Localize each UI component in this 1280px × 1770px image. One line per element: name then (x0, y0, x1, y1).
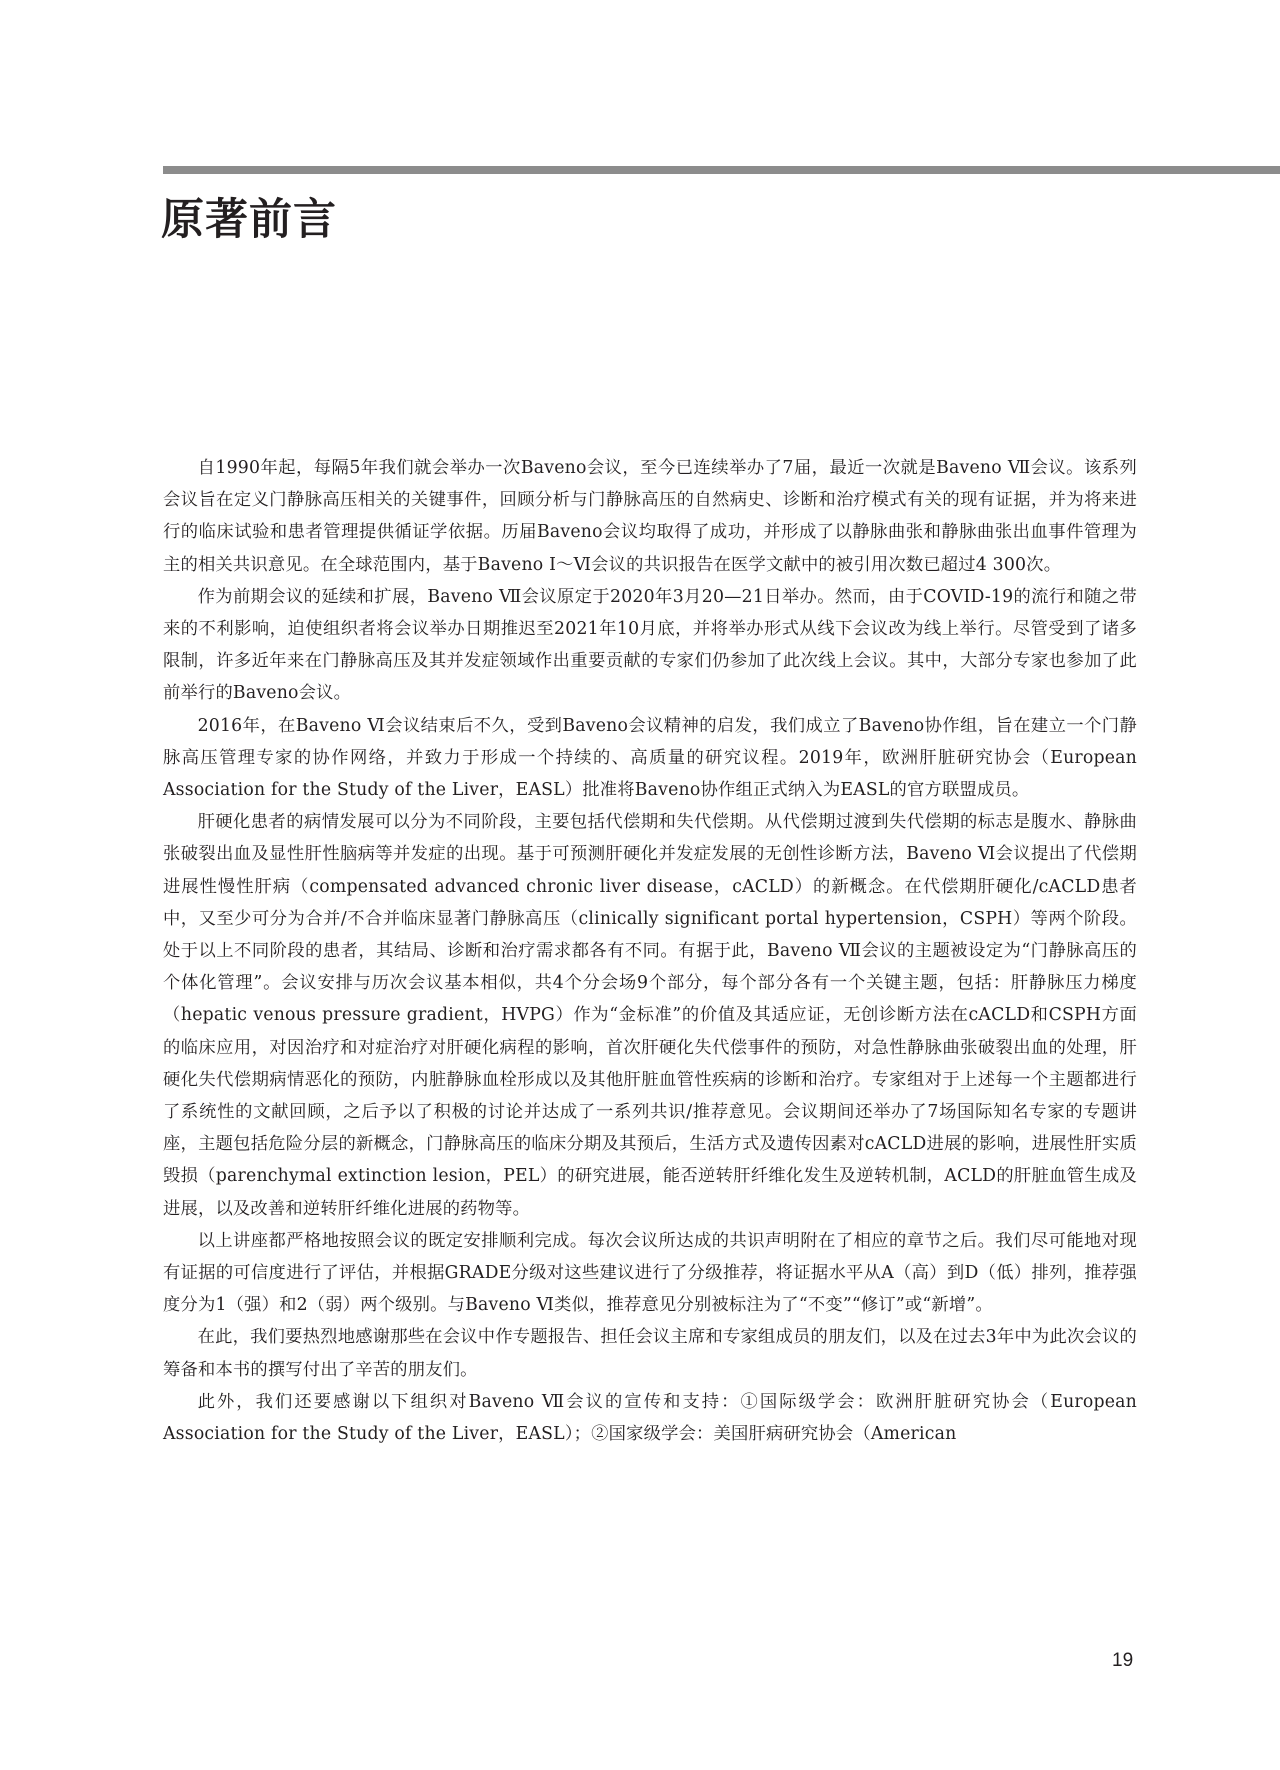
body-text (163, 452, 1137, 1450)
chapter-title: 原著前言 (161, 195, 337, 245)
paragraph: 此外，我们还要感谢以下组织对Baveno Ⅶ会议的宣传和支持：①国际级学会：欧洲肝脏研究协会（European Association for the Study of the Liver，EASL）；②国家级学会：美国肝病研究协会（American (163, 1391, 1137, 1445)
paragraph: 以上讲座都严格地按照会议的既定安排顺利完成。每次会议所达成的共识声明附在了相应的章节之后。我们尽可能地对现有证据的可信度进行了评估，并根据GRADE分级对这些建议进行了分级推荐，将证据水平从A（高）到D（低）排列，推荐强度分为1（强）和2（弱）两个级别。与Baveno Ⅵ类似，推荐意见分别被标注为了“不变”“修订”或“新增”。 (163, 1230, 1137, 1316)
header-rule (163, 166, 1280, 174)
paragraph: 作为前期会议的延续和扩展，Baveno Ⅶ会议原定于2020年3月20—21日举办。然而，由于COVID-19的流行和随之带来的不利影响，迫使组织者将会议举办日期推迟至2021年10月底，并将举办形式从线下会议改为线上举行。尽管受到了诸多限制，许多近年来在门静脉高压及其并发症领域作出重要贡献的专家们仍参加了此次线上会议。其中，大部分专家也参加了此前举行的Baveno会议。 (163, 586, 1137, 704)
paragraph: 在此，我们要热烈地感谢那些在会议中作专题报告、担任会议主席和专家组成员的朋友们，以及在过去3年中为此次会议的筹备和本书的撰写付出了辛苦的朋友们。 (163, 1327, 1137, 1380)
paragraph: 自1990年起，每隔5年我们就会举办一次Baveno会议，至今已连续举办了7届，最近一次就是Baveno Ⅶ会议。该系列会议旨在定义门静脉高压相关的关键事件，回顾分析与门静脉高压的自然病史、诊断和治疗模式有关的现有证据，并为将来进行的临床试验和患者管理提供循证学依据。历届Baveno会议均取得了成功，并形成了以静脉曲张和静脉曲张出血事件管理为主的相关共识意见。在全球范围内，基于Baveno Ⅰ～Ⅵ会议的共识报告在医学文献中的被引用次数已超过4 300次。 (163, 458, 1137, 575)
paragraph: 2016年，在Baveno Ⅵ会议结束后不久，受到Baveno会议精神的启发，我们成立了Baveno协作组，旨在建立一个门静脉高压管理专家的协作网络，并致力于形成一个持续的、高质量的研究议程。2019年，欧洲肝脏研究协会（European Association for the Study of the Liver，EASL）批准将Baveno协作组正式纳入为EASL的官方联盟成员。 (163, 715, 1137, 801)
page-number: 19 (1112, 1650, 1134, 1671)
paragraph: 肝硬化患者的病情发展可以分为不同阶段，主要包括代偿期和失代偿期。从代偿期过渡到失代偿期的标志是腹水、静脉曲张破裂出血及显性肝性脑病等并发症的出现。基于可预测肝硬化并发症发展的无创性诊断方法，Baveno Ⅵ会议提出了代偿期进展性慢性肝病（compensated advanced chronic liver disease，cACLD）的新概念。在代偿期肝硬化/cACLD患者中，又至少可分为合并/不合并临床显著门静脉高压（clinically significant portal hypertension，CSPH）等两个阶段。处于以上不同阶段的患者，其结局、诊断和治疗需求都各有不同。有据于此，Baveno Ⅶ会议的主题被设定为“门静脉高压的个体化管理”。会议安排与历次会议基本相似，共4个分会场9个部分，每个部分各有一个关键主题，包括：肝静脉压力梯度（hepatic venous pressure gradient，HVPG）作为“金标准”的价值及其适应证，无创诊断方法在cACLD和CSPH方面的临床应用，对因治疗和对症治疗对肝硬化病程的影响，首次肝硬化失代偿事件的预防，对急性静脉曲张破裂出血的处理，肝硬化失代偿期病情恶化的预防，内脏静脉血栓形成以及其他肝脏血管性疾病的诊断和治疗。专家组对于上述每一个主题都进行了系统性的文献回顾，之后予以了积极的讨论并达成了一系列共识/推荐意见。会议期间还举办了7场国际知名专家的专题讲座，主题包括危险分层的新概念，门静脉高压的临床分期及其预后，生活方式及遗传因素对cACLD进展的影响，进展性肝实质毁损（parenchymal extinction lesion，PEL）的研究进展，能否逆转肝纤维化发生及逆转机制，ACLD的肝脏血管生成及进展，以及改善和逆转肝纤维化进展的药物等。 (163, 812, 1137, 1219)
